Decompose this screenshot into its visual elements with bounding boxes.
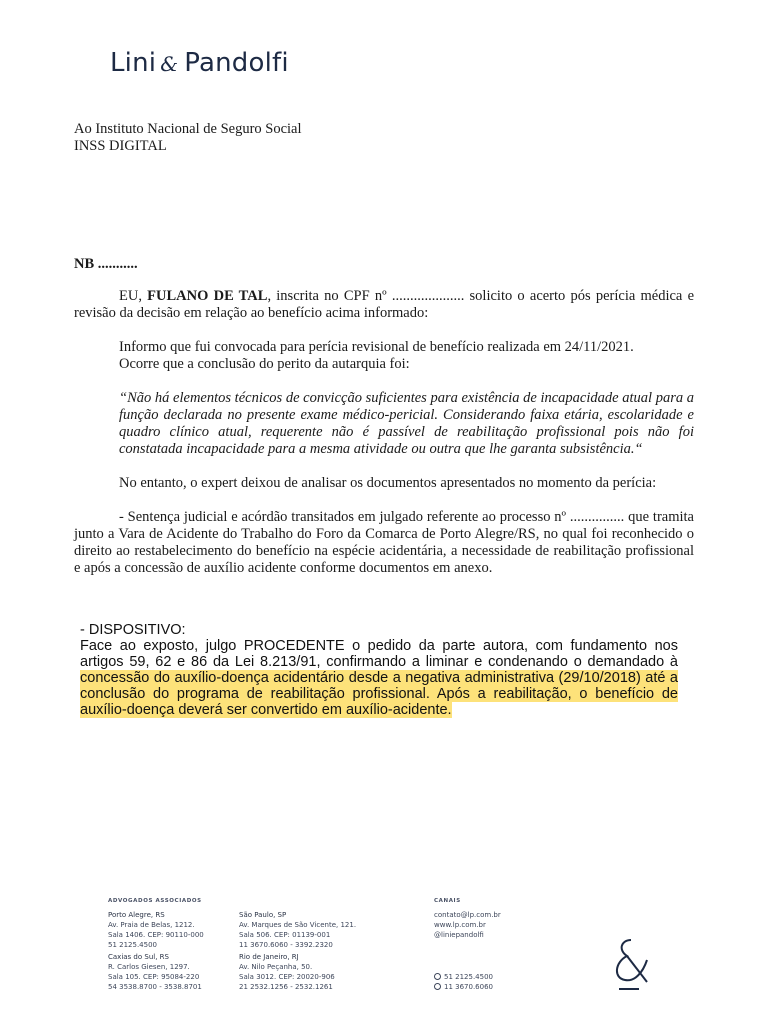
office-phone: 54 3538.8700 - 3538.8701 — [108, 983, 202, 991]
logo-text-lini: Lini — [110, 48, 157, 78]
office-city: Porto Alegre, RS — [108, 911, 165, 919]
dispositivo-excerpt — [80, 622, 678, 718]
dispositivo-text-plain: Face ao exposto, julgo PROCEDENTE o pedido da parte autora, com fundamento nos artigos 59, 62 e 86 da Lei 8.213/91, confirmando a liminar e condenando o demandado à — [80, 638, 678, 670]
phone-number: 51 2125.4500 — [444, 973, 493, 981]
benefit-number: NB ........... — [74, 256, 138, 272]
logo-text-pandolfi: Pandolfi — [184, 48, 289, 78]
paragraph-court-decision: - Sentença judicial e acórdão transitados em julgado referente ao processo nº ............... que tramita junto a Vara de Acidente do Trabalho do Foro da Comarca de Porto Alegre/RS, no qual foi reconhecido o direito ao restabelecimento do benefício na espécie acidentária, a necessidade de reabilitação profissional e após a concessão de auxílio acidente conforme documentos em anexo. — [74, 509, 694, 576]
whatsapp-icon — [434, 983, 441, 990]
contact-social-handle[interactable]: @liniepandolfi — [434, 931, 484, 939]
paragraph-request-pre: EU, — [119, 288, 148, 304]
office-address: Av. Marques de São Vicente, 121. — [239, 921, 357, 929]
office-phone: 51 2125.4500 — [108, 941, 157, 949]
office-phone: 11 3670.6060 - 3392.2320 — [239, 941, 333, 949]
phone-line — [434, 972, 493, 982]
office-sao-paulo — [239, 910, 356, 950]
footer-title-associates: ADVOGADOS ASSOCIADOS — [108, 898, 202, 904]
paragraph-request-rest: , inscrita no CPF nº .................... solicito o acerto pós perícia médica e revisão da decisão em relação ao benefício acima informado: — [74, 288, 695, 321]
paragraph-exam-date: Informo que fui convocada para perícia revisional de benefício realizada em 24/11/2021. — [119, 339, 634, 355]
office-rio-de-janeiro — [239, 952, 335, 992]
contact-website[interactable]: www.lp.com.br — [434, 921, 486, 929]
paragraph-request — [74, 288, 694, 322]
recipient-line-1: Ao Instituto Nacional de Seguro Social — [74, 121, 302, 137]
phone-number: 11 3670.6060 — [444, 983, 493, 991]
recipient-block — [74, 121, 474, 155]
recipient-line-2: INSS DIGITAL — [74, 138, 167, 154]
paragraph-expert-omission: No entanto, o expert deixou de analisar os documentos apresentados no momento da perícia: — [119, 475, 657, 491]
lp-monogram-icon — [605, 934, 653, 992]
office-city: Rio de Janeiro, RJ — [239, 953, 299, 961]
contact-channels — [434, 910, 501, 940]
paragraph-conclusion-intro: Ocorre que a conclusão do perito da autarquia foi: — [119, 356, 410, 372]
office-caxias-do-sul — [108, 952, 202, 992]
office-phone: 21 2532.1256 - 2532.1261 — [239, 983, 333, 991]
office-address: Av. Nilo Peçanha, 50. — [239, 963, 313, 971]
office-city: Caxias do Sul, RS — [108, 953, 169, 961]
office-address: Sala 1406. CEP: 90110-000 — [108, 931, 204, 939]
dispositivo-heading: - DISPOSITIVO: — [80, 622, 186, 638]
office-address: Sala 506. CEP: 01139-001 — [239, 931, 331, 939]
office-address: R. Carlos Giesen, 1297. — [108, 963, 190, 971]
phone-line — [434, 982, 493, 992]
letter-body — [74, 288, 694, 577]
office-city: São Paulo, SP — [239, 911, 287, 919]
company-logo — [110, 48, 289, 78]
office-porto-alegre — [108, 910, 204, 950]
office-address: Av. Praia de Belas, 1212. — [108, 921, 195, 929]
contact-email[interactable]: contato@lp.com.br — [434, 911, 501, 919]
office-address: Sala 3012. CEP: 20020-906 — [239, 973, 335, 981]
office-address: Sala 105. CEP: 95084-220 — [108, 973, 200, 981]
contact-phones — [434, 972, 493, 992]
dispositivo-text — [80, 638, 678, 718]
expert-conclusion-quote: “Não há elementos técnicos de convicção suficientes para existência de incapacidade atual para a função declarada no presente exame médico-pericial. Considerando faixa etária, escolaridade e quadro clínico atual, requerente não é passível de reabilitação profissional pois não foi constatada incapacidade para a mesma atividade ou outra que lhe garanta subsistência.“ — [119, 390, 694, 457]
whatsapp-icon — [434, 973, 441, 980]
logo-ampersand: & — [160, 52, 179, 76]
requester-name: FULANO DE TAL — [147, 288, 268, 304]
footer-title-channels: CANAIS — [434, 898, 461, 904]
dispositivo-highlight: concessão do auxílio-doença acidentário desde a negativa administrativa (29/10/2018) até a conclusão do programa de reabilitação profissional. Após a reabilitação, o benefício de auxílio-doença deverá ser convertido em auxílio-acidente. — [80, 670, 678, 718]
